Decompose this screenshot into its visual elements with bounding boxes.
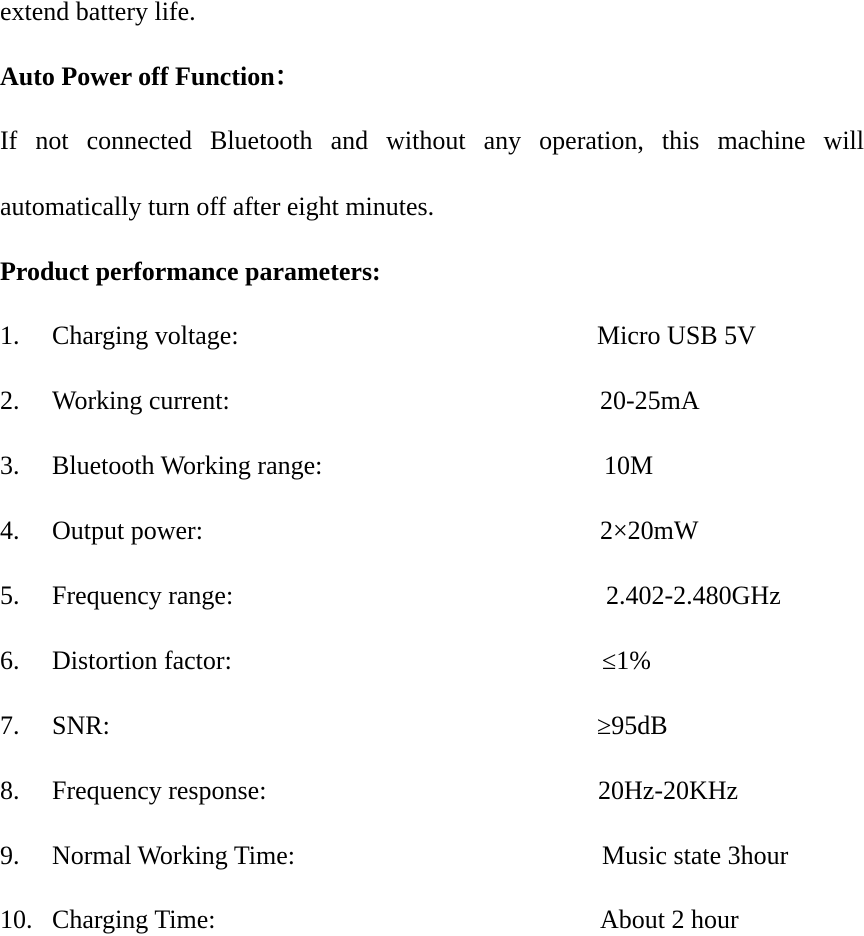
- parameter-label: Charging Time:: [52, 905, 216, 934]
- parameter-number: 9.: [0, 841, 20, 870]
- auto-power-heading: Auto Power off Function：: [0, 62, 301, 91]
- parameter-label: Frequency response:: [52, 776, 267, 805]
- battery-life-text: extend battery life.: [0, 0, 196, 26]
- auto-power-text-line-1: If not connected Bluetooth and without any operation, this machine will: [0, 126, 864, 155]
- parameter-number: 10.: [0, 905, 33, 934]
- parameter-number: 7.: [0, 711, 20, 740]
- parameter-value: ≥95dB: [597, 711, 668, 740]
- parameter-value: 20Hz-20KHz: [598, 776, 739, 805]
- parameter-value: Music state 3hour: [602, 841, 789, 870]
- parameter-number: 8.: [0, 776, 20, 805]
- parameter-number: 4.: [0, 516, 20, 545]
- auto-power-text-line-2: automatically turn off after eight minutes.: [0, 192, 435, 221]
- parameter-label: Charging voltage:: [52, 321, 239, 350]
- parameter-value: 20-25mA: [600, 386, 700, 415]
- parameter-label: Normal Working Time:: [52, 841, 296, 870]
- parameter-value: About 2 hour: [600, 905, 739, 934]
- parameter-value: 2.402-2.480GHz: [606, 581, 781, 610]
- parameter-value: ≤1%: [602, 646, 651, 675]
- parameter-number: 6.: [0, 646, 20, 675]
- parameter-label: Frequency range:: [52, 581, 234, 610]
- parameter-number: 1.: [0, 321, 20, 350]
- parameter-label: Bluetooth Working range:: [52, 451, 323, 480]
- parameter-number: 2.: [0, 386, 20, 415]
- parameter-number: 5.: [0, 581, 20, 610]
- parameter-value: Micro USB 5V: [597, 321, 756, 350]
- parameter-label: Distortion factor:: [52, 646, 232, 675]
- parameters-heading: Product performance parameters:: [0, 257, 381, 286]
- parameter-label: SNR:: [52, 711, 110, 740]
- parameter-label: Working current:: [52, 386, 230, 415]
- parameter-label: Output power:: [52, 516, 203, 545]
- parameter-number: 3.: [0, 451, 20, 480]
- parameter-value: 10M: [604, 451, 654, 480]
- parameter-value: 2×20mW: [600, 516, 699, 545]
